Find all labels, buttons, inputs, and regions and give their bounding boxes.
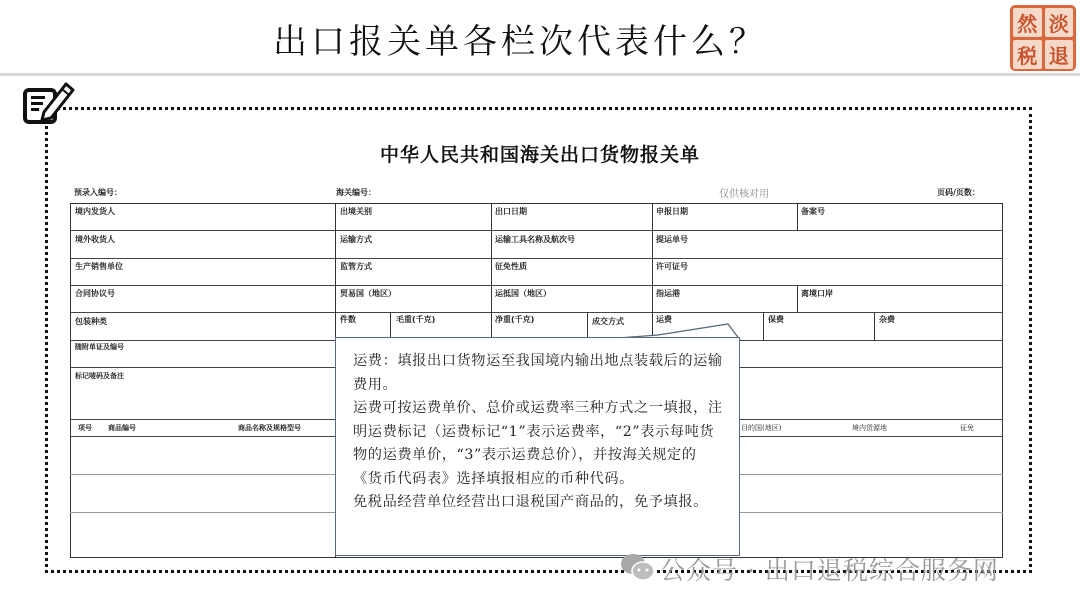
field-bill-of-lading: 提运单号 xyxy=(656,235,688,244)
field-record-no: 备案号 xyxy=(801,207,825,216)
field-transport-mode: 运输方式 xyxy=(340,235,372,244)
field-attached-docs: 随附单证及编号 xyxy=(75,343,124,351)
seal-char: 然 xyxy=(1013,8,1042,37)
field-net-weight: 净重(千克) xyxy=(495,315,535,324)
row-divider xyxy=(70,312,1003,313)
slide-title: 出口报关单各栏次代表什么？ xyxy=(273,22,767,62)
col-divider xyxy=(763,312,764,340)
field-pieces: 件数 xyxy=(340,315,356,324)
page-count-label: 页码/页数： xyxy=(937,188,980,197)
col-divider xyxy=(797,203,798,230)
field-vessel-voyage: 运输工具名称及航次号 xyxy=(495,235,575,244)
verify-only-label: 仅供核对用 xyxy=(719,189,769,200)
field-gross-weight: 毛重(千克) xyxy=(396,315,436,324)
field-arrival-country: 运抵国（地区） xyxy=(495,289,551,298)
callout-paragraph: 免税品经营单位经营出口退税国产商品的，免予填报。 xyxy=(353,494,708,510)
goods-col-item-no: 项号 xyxy=(78,424,92,432)
col-divider xyxy=(797,285,798,312)
col-divider xyxy=(390,312,391,340)
row-divider xyxy=(70,230,1003,231)
goods-col-dest-country: 目的国(地区) xyxy=(741,424,782,432)
callout-paragraph: 运费可按运费单价、总价或运费率三种方式之一填报，注明运费标记（运费标记“1”表示运费率，“2”表示每吨货物的运费单价，“3”表示运费总价），并按海关规定的《货币代码表》选择填报相应的币种代码。 xyxy=(353,400,723,487)
field-declare-date: 申报日期 xyxy=(656,207,688,216)
field-levy-nature: 征免性质 xyxy=(495,262,527,271)
field-destination-port: 指运港 xyxy=(656,289,680,298)
field-misc-fees: 杂费 xyxy=(879,315,895,324)
row-divider xyxy=(70,285,1003,286)
field-overseas-consignee: 境外收货人 xyxy=(75,235,115,244)
row-divider xyxy=(70,258,1003,259)
field-package-type: 包装种类 xyxy=(75,317,107,326)
form-title: 中华人民共和国海关出口货物报关单 xyxy=(379,144,700,166)
goods-col-source-place: 境内货源地 xyxy=(852,424,887,432)
field-export-date: 出口日期 xyxy=(495,207,527,216)
field-contract-no: 合同协议号 xyxy=(75,289,115,298)
callout-paragraph: 运费：填报出口货物运至我国境内输出地点装载后的运输费用。 xyxy=(353,353,723,393)
field-exit-port: 离境口岸 xyxy=(801,289,833,298)
field-freight: 运费 xyxy=(656,315,672,324)
field-supervision-mode: 监管方式 xyxy=(340,262,372,271)
goods-col-commodity-code: 商品编号 xyxy=(108,424,136,432)
wechat-icon xyxy=(620,552,656,582)
col-divider xyxy=(491,203,492,340)
col-divider xyxy=(335,203,336,340)
pre-entry-no-label: 预录入编号： xyxy=(74,188,122,197)
freight-explanation-callout xyxy=(335,337,740,556)
seal-char: 税 xyxy=(1013,40,1042,69)
field-exit-customs: 出境关别 xyxy=(340,207,372,216)
watermark-text: 公众号 · 出口退税综合服务网 xyxy=(660,556,999,585)
seal-char: 退 xyxy=(1045,40,1074,69)
field-marks-remarks: 标记唛码及备注 xyxy=(75,372,124,380)
field-insurance: 保费 xyxy=(768,315,784,324)
field-transaction-mode: 成交方式 xyxy=(592,317,624,326)
col-divider xyxy=(874,312,875,340)
col-divider xyxy=(652,203,653,340)
field-license-no: 许可证号 xyxy=(656,262,688,271)
field-trade-country: 贸易国（地区） xyxy=(340,289,396,298)
customs-no-label: 海关编号： xyxy=(336,188,376,197)
seal-char: 淡 xyxy=(1045,8,1074,37)
goods-col-name-spec: 商品名称及规格型号 xyxy=(238,424,301,432)
goods-col-levy-exempt: 征免 xyxy=(960,424,974,432)
field-producer-seller: 生产销售单位 xyxy=(75,262,123,271)
field-domestic-consignor: 境内发货人 xyxy=(75,207,115,216)
